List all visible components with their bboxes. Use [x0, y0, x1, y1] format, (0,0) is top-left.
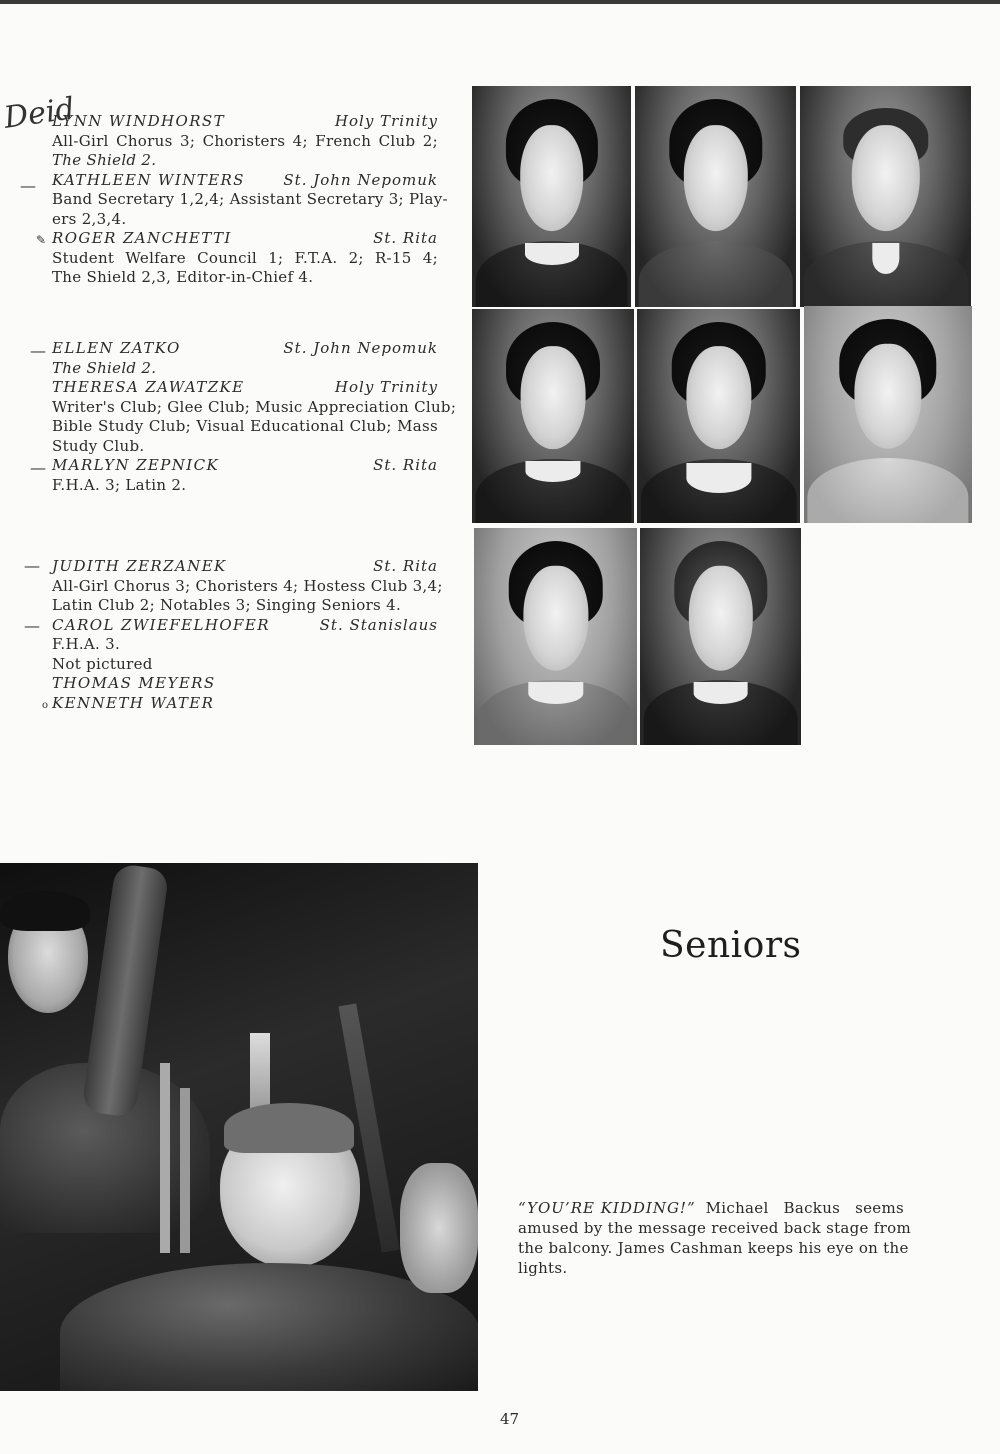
check-mark: —: [20, 176, 36, 195]
check-mark: —: [30, 458, 46, 477]
parish: Holy Trinity: [334, 378, 438, 396]
senior-name: ELLEN ZATKO: [52, 339, 181, 357]
section-title: Seniors: [660, 925, 802, 966]
caption-line: the balcony. James Cashman keeps his eye on the: [518, 1239, 909, 1257]
senior-entry: [52, 378, 457, 456]
activities-line: ers 2,3,4.: [52, 209, 127, 228]
activities-line: Study Club.: [52, 436, 145, 455]
senior-name: CAROL ZWIEFELHOFER: [52, 615, 270, 634]
senior-entries-group-1: [52, 112, 448, 288]
senior-name: ROGER ZANCHETTI: [52, 229, 232, 247]
not-pictured-name: KENNETH WATER: [52, 693, 215, 712]
parish: St. Rita: [373, 557, 438, 575]
caption-quote: “YOU’RE KIDDING!”: [518, 1199, 696, 1217]
not-pictured-label: Not pictured: [52, 654, 153, 673]
check-mark: —: [24, 556, 40, 575]
candid-photo: [0, 863, 478, 1391]
senior-name: JUDITH ZERZANEK: [52, 557, 227, 575]
parish: St. John Nepomuk: [283, 339, 438, 357]
page-number: 47: [500, 1410, 520, 1428]
portrait-photo: [472, 309, 634, 523]
check-mark: ✎: [36, 233, 47, 247]
senior-entry: [52, 339, 438, 378]
check-mark: —: [30, 341, 46, 360]
senior-name: KATHLEEN WINTERS: [52, 170, 245, 189]
caption-line: Michael Backus seems: [705, 1199, 904, 1217]
senior-name: THERESA ZAWATZKE: [52, 378, 245, 396]
portrait-photo: [800, 86, 971, 307]
parish: St. John Nepomuk: [283, 170, 438, 189]
parish: St. Rita: [373, 456, 438, 474]
parish: St. Rita: [373, 229, 438, 247]
activities-line: F.H.A. 3; Latin 2.: [52, 475, 187, 494]
activities-line: Student Welfare Council 1; F.T.A. 2; R-15 4;: [52, 248, 438, 267]
activities-line: F.H.A. 3.: [52, 635, 121, 653]
not-pictured-name: THOMAS MEYERS: [52, 674, 216, 692]
activities-line: All-Girl Chorus 3; Choristers 4; French Club 2;: [52, 131, 438, 150]
activities-line: Bible Study Club; Visual Educational Club; Mass: [52, 417, 438, 435]
senior-entry: [52, 229, 438, 288]
activities-line: Latin Club 2; Notables 3; Singing Seniors 4.: [52, 596, 402, 614]
senior-entries-group-3: [52, 557, 443, 713]
senior-entry: [52, 456, 438, 495]
check-mark: —: [24, 616, 40, 635]
senior-name: LYNN WINDHORST: [52, 112, 225, 130]
activities-line: Band Secretary 1,2,4; Assistant Secretary 3; Play-: [52, 190, 448, 208]
senior-entries-group-2: [52, 339, 457, 495]
portrait-photo: [804, 306, 972, 523]
handwritten-note: Deid: [1, 91, 77, 136]
portrait-photo: [635, 86, 796, 307]
activities-line: The Shield 2.: [52, 151, 157, 169]
parish: Holy Trinity: [334, 112, 438, 130]
activities-line: The Shield 2.: [52, 358, 157, 377]
activities-line: All-Girl Chorus 3; Choristers 4; Hostess Club 3,4;: [52, 576, 443, 595]
activities-line: Writer's Club; Glee Club; Music Appreciation Club;: [52, 397, 457, 416]
senior-entry: [52, 112, 438, 171]
portrait-photo: [474, 528, 637, 745]
parish: St. Stanislaus: [319, 615, 438, 634]
activities-line: The Shield 2,3, Editor-in-Chief 4.: [52, 268, 314, 286]
top-rule: [0, 0, 1000, 4]
senior-entry: [52, 616, 438, 655]
photo-caption: [518, 1198, 911, 1278]
senior-name: MARLYN ZEPNICK: [52, 456, 220, 474]
caption-line: lights.: [518, 1259, 568, 1277]
senior-entry: [52, 170, 448, 230]
check-mark: o: [42, 700, 49, 711]
portrait-photo: [472, 86, 631, 307]
portrait-photo: [637, 309, 800, 523]
caption-line: amused by the message received back stage from: [518, 1219, 911, 1237]
portrait-photo: [640, 528, 801, 745]
senior-entry: [52, 557, 443, 616]
